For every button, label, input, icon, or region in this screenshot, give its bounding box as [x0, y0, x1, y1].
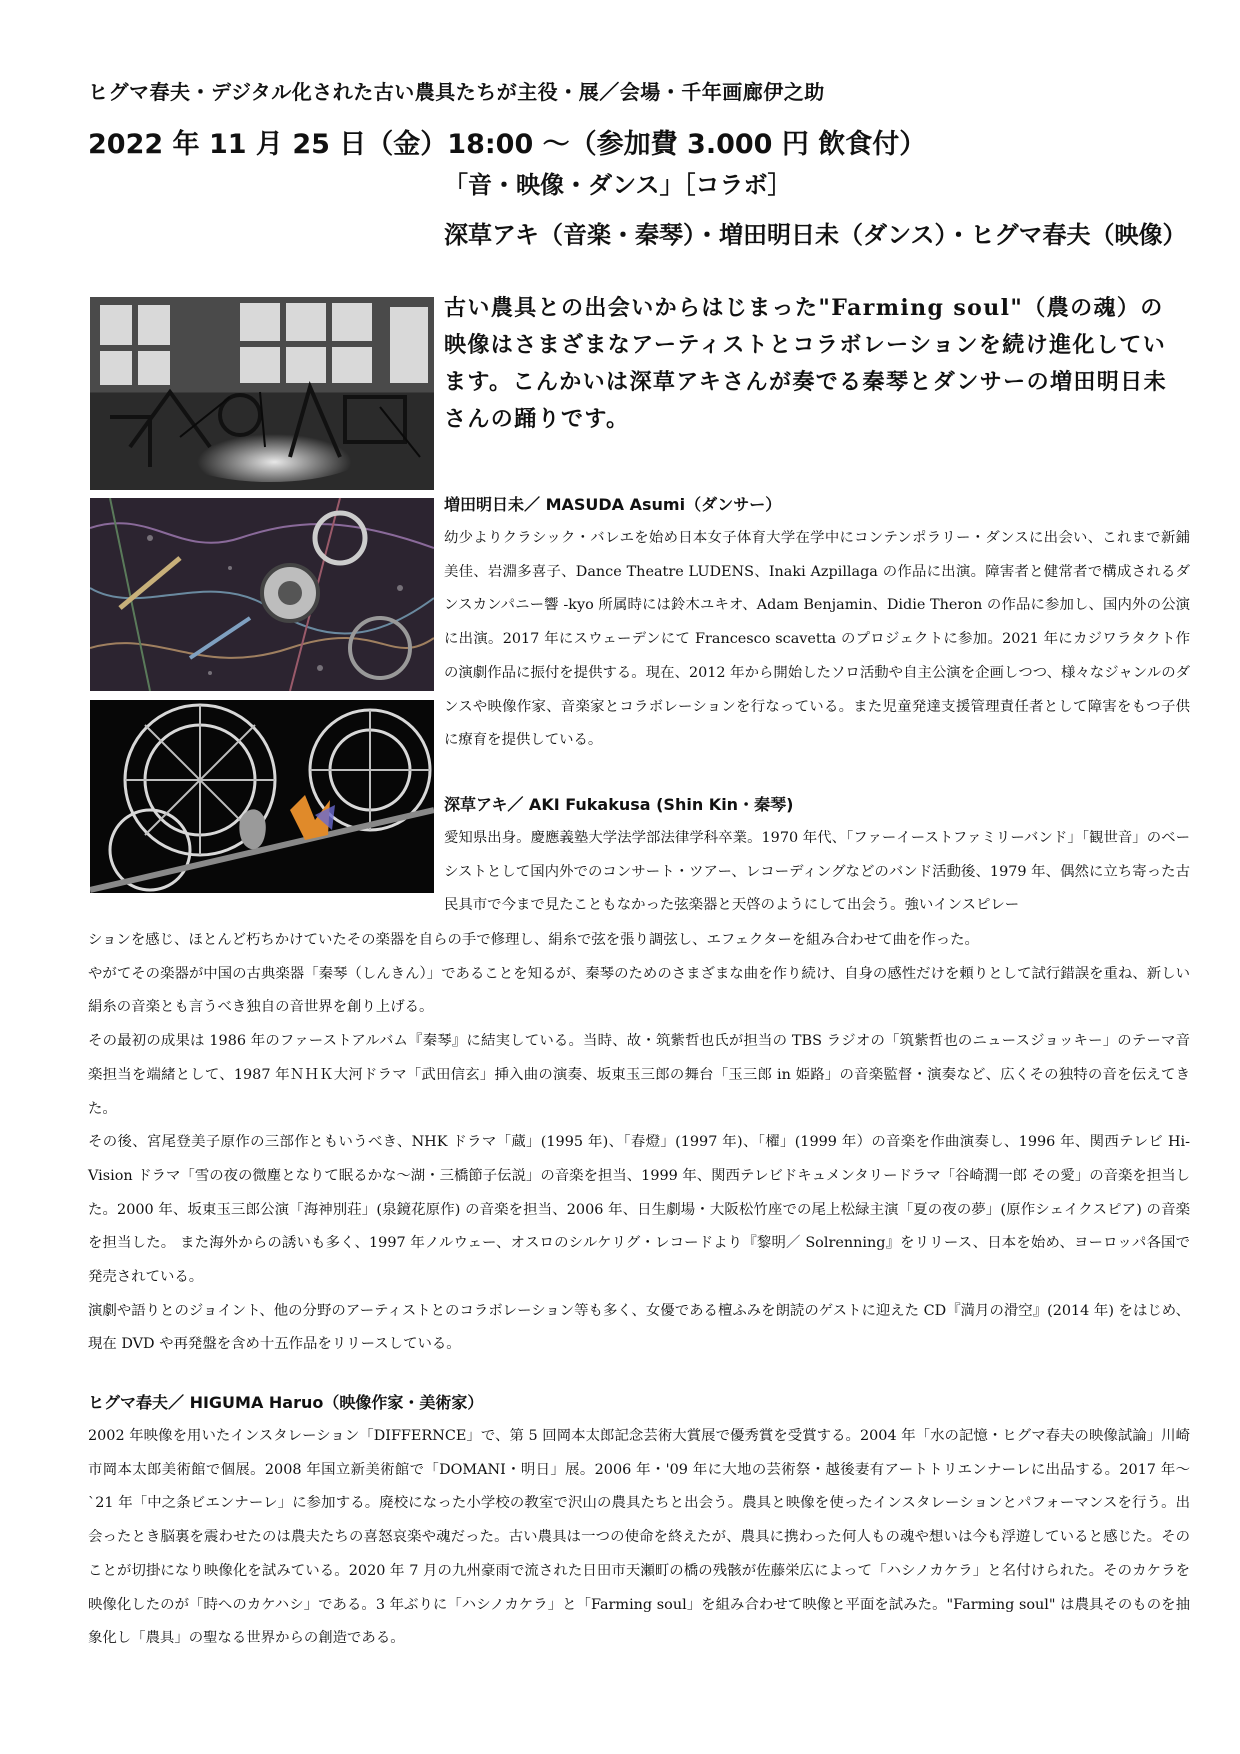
event-performers: 深草アキ（音楽・秦琴）・増田明日未（ダンス）・ヒグマ春夫（映像）: [444, 221, 1187, 249]
aki-paragraph-3: その最初の成果は 1986 年のファーストアルバム『秦琴』に結実している。当時、故・筑紫哲也氏が担当の TBS ラジオの「筑紫哲也のニュースジョッキー」のテーマ音楽担当を端緒として、1987 年ＮＨＫ大河ドラマ「武田信玄」挿入曲の演奏、坂東玉三郎の舞台「玉三郎 in 姫路」の音楽監督・演奏など、広くその独特の音を伝えてきた。: [88, 1033, 1190, 1117]
higuma-profile-text: [88, 1420, 1190, 1656]
aki-paragraph-4: その後、宮尾登美子原作の三部作ともいうべき、NHK ドラマ「蔵」(1995 年)、「春燈」(1997 年)、「櫂」(1999 年）の音楽を作曲演奏し、1996 年、関西テレビ Hi-Vision ドラマ「雪の夜の微塵となりて眠るかな～湖・三橋節子伝説」の音楽を担当、1999 年、関西テレビドキュメンタリードラマ「谷崎潤一郎 その愛」の音楽を担当した。2000 年、坂東玉三郎公演「海神別荘」(泉鏡花原作) の音楽を担当、2006 年、日生劇場・大阪松竹座での尾上松緑主演「夏の夜の夢」(原作シェイクスピア) の音楽を担当した。 また海外からの誘いも多く、1997 年ノルウェー、オスロのシルケリグ・レコードより『黎明／ Solrenning』をリリース、日本を始め、ヨーロッパ各国で発売されている。: [88, 1134, 1190, 1286]
higuma-profile-title: ヒグマ春夫／ HIGUMA Haruo（映像作家・美術家）: [88, 1393, 484, 1412]
tool-collage-image: [90, 498, 434, 691]
masuda-profile-text: [444, 522, 1190, 758]
aki-profile-text-lower: [88, 924, 1190, 1362]
higuma-paragraph: 2002 年映像を用いたインスタレーション「DIFFERNCE」で、第 5 回岡本太郎記念芸術大賞展で優秀賞を受賞する。2004 年「水の記憶・ヒグマ春夫の映像試論」川崎市岡本太郎美術館で個展。2008 年国立新美術館で「DOMANI・明日」展。2006 年・'09 年に大地の芸術祭・越後妻有アートトリエンナーレに出品する。2017 年～`21 年「中之条ビエンナーレ」に参加する。廃校になった小学校の教室で沢山の農具たちと出会う。農具と映像を使ったインスタレーションとパフォーマンスを行う。出会ったとき脳裏を震わせたのは農夫たちの喜怒哀楽や魂だった。古い農具は一つの使命を終えたが、農具に携わった何人もの魂や想いは今も浮遊していると感じた。そのことが切掛になり映像化を試みている。2020 年 7 月の九州豪雨で流された日田市天瀬町の橋の残骸が佐藤栄広によって「ハシノカケラ」と名付けられた。そのカケラを映像化したのが「時へのカケハシ」である。3 年ぶりに「ハシノカケラ」と「Farming soul」を組み合わせて映像と平面を試みた。"Farming soul" は農具そのものを抽象化し「農具」の聖なる世界からの創造である。: [88, 1428, 1190, 1647]
wheels-artwork-image: [90, 700, 434, 893]
aki-profile-title: 深草アキ／ AKI Fukakusa (Shin Kin・秦琴): [444, 795, 794, 814]
event-date: 2022 年 11 月 25 日（金）18:00 ～（参加費 3.000 円 飲食付）: [88, 129, 927, 160]
event-title: ヒグマ春夫・デジタル化された古い農具たちが主役・展／会場・千年画廊伊之助: [88, 80, 825, 104]
aki-paragraph-5: 演劇や語りとのジョイント、他の分野のアーティストとのコラボレーション等も多く、女優である檀ふみを朗読のゲストに迎えた CD『満月の滑空』(2014 年) をはじめ、現在 DVD や再発盤を含め十五作品をリリースしている。: [88, 1302, 1190, 1353]
classroom-farm-tools-photo: [90, 297, 434, 490]
aki-profile-text-upper: [444, 822, 1190, 923]
event-genre: 「音・映像・ダンス」［コラボ］: [444, 171, 792, 199]
masuda-profile-title: 増田明日未／ MASUDA Asumi（ダンサー）: [444, 495, 782, 514]
masuda-paragraph: 幼少よりクラシック・バレエを始め日本女子体育大学在学中にコンテンポラリー・ダンスに出会い、これまで新鋪美佳、岩淵多喜子、Dance Theatre LUDENS、Inaki Azpillaga の作品に出演。障害者と健常者で構成されるダンスカンパニー響 -kyo 所属時には鈴木ユキオ、Adam Benjamin、Didie Theron の作品に参加し、国内外の公演に出演。2017 年にスウェーデンにて Francesco scavetta のプロジェクトに参加。2021 年にカジワラタクト作の演劇作品に振付を提供する。現在、2012 年から開始したソロ活動や自主公演を企画しつつ、様々なジャンルのダンスや映像作家、音楽家とコラボレーションを行なっている。また児童発達支援管理責任者として障害をもつ子供に療育を提供している。: [444, 530, 1190, 749]
intro-paragraph: 古い農具との出会いからはじまった"Farming soul"（農の魂）の映像はさまざまなアーティストとコラボレーションを続け進化しています。こんかいは深草アキさんが奏でる秦琴とダンサーの増田明日未さんの踊りです。: [444, 295, 1167, 432]
aki-paragraph-1a: 愛知県出身。慶應義塾大学法学部法律学科卒業。1970 年代、「ファーイーストファミリーバンド」「観世音」のベーシストとして国内外でのコンサート・ツアー、レコーディングなどのバンド活動後、1979 年、偶然に立ち寄った古民具市で今まで見たこともなかった弦楽器と天啓のようにして出会う。強いインスピレー: [444, 830, 1190, 914]
aki-paragraph-2: やがてその楽器が中国の古典楽器「秦琴（しんきん）」であることを知るが、秦琴のためのさまざまな曲を作り続け、自身の感性だけを頼りとして試行錯誤を重ね、新しい絹糸の音楽とも言うべき独自の音世界を創り上げる。: [88, 965, 1190, 1016]
aki-paragraph-1b: ションを感じ、ほとんど朽ちかけていたその楽器を自らの手で修理し、絹糸で弦を張り調弦し、エフェクターを組み合わせて曲を作った。: [88, 932, 979, 948]
